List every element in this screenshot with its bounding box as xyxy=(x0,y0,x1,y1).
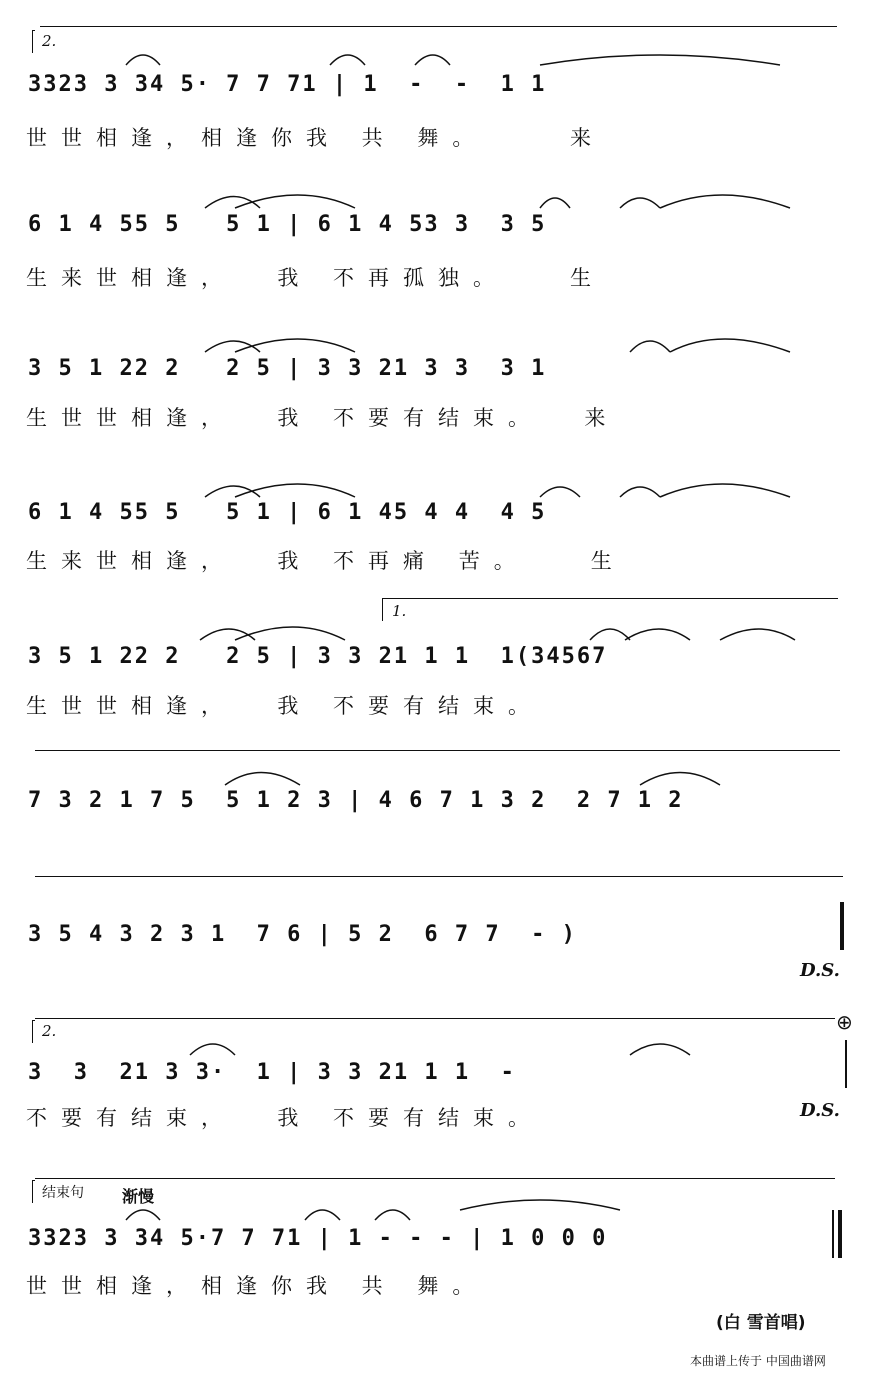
singer-credit: (白 雪首唱) xyxy=(716,1313,806,1333)
volta-label: 1. xyxy=(392,602,407,620)
system-line xyxy=(40,26,837,27)
volta-label: 2. xyxy=(42,32,57,50)
volta-bracket xyxy=(382,598,838,621)
lyrics-line: 生世世相逢， 我 不要有结束。 xyxy=(26,694,544,718)
system-line xyxy=(35,876,843,877)
dal-segno: D.S. xyxy=(800,1100,840,1121)
notation-line: 3 3 21 3 3· 1 | 3 3 21 1 1 - xyxy=(28,1060,516,1085)
notation-line: 7 3 2 1 7 5 5 1 2 3 | 4 6 7 1 3 2 2 7 1 2 xyxy=(28,788,684,813)
notation-line: 3 5 4 3 2 3 1 7 6 | 5 2 6 7 7 - ) xyxy=(28,922,577,947)
volta-bracket xyxy=(32,30,35,53)
notation-line: 6 1 4 55 5 5 1 | 6 1 4 53 3 3 5 xyxy=(28,212,547,237)
repeat-barline xyxy=(840,902,844,950)
system-line xyxy=(35,1178,835,1179)
system-line xyxy=(35,1018,835,1019)
lyrics-line: 生来世相逢， 我 不再孤独。 生 xyxy=(26,266,606,290)
final-barline xyxy=(838,1210,842,1258)
volta-bracket xyxy=(32,1180,35,1203)
lyrics-line: 世世相逢，相逢你我 共 舞。 来 xyxy=(26,126,606,150)
volta-bracket xyxy=(32,1020,35,1043)
lyrics-line: 不要有结束， 我 不要有结束。 xyxy=(26,1106,544,1130)
final-barline xyxy=(832,1210,834,1258)
notation-line: 3323 3 34 5· 7 7 71 | 1 - - 1 1 xyxy=(28,72,547,97)
lyrics-line: 生世世相逢， 我 不要有结束。 来 xyxy=(26,406,620,430)
repeat-barline xyxy=(845,1040,847,1088)
notation-line: 6 1 4 55 5 5 1 | 6 1 45 4 4 4 5 xyxy=(28,500,547,525)
notation-line: 3 5 1 22 2 2 5 | 3 3 21 3 3 3 1 xyxy=(28,356,547,381)
tempo-marking: 渐慢 xyxy=(122,1187,155,1206)
ending-label: 结束句 xyxy=(42,1185,84,1201)
lyrics-line: 生来世相逢， 我 不再痛 苦。 生 xyxy=(26,549,626,573)
coda-icon: ⊕ xyxy=(836,1010,853,1034)
upload-footer: 本曲谱上传于 中国曲谱网 xyxy=(690,1354,826,1368)
dal-segno: D.S. xyxy=(800,960,840,981)
system-line xyxy=(35,750,840,751)
notation-line: 3323 3 34 5·7 7 71 | 1 - - - | 1 0 0 0 xyxy=(28,1226,608,1251)
notation-line: 3 5 1 22 2 2 5 | 3 3 21 1 1 1(34567 xyxy=(28,644,608,669)
lyrics-line: 世世相逢，相逢你我 共 舞。 xyxy=(26,1274,488,1298)
volta-label: 2. xyxy=(42,1022,57,1040)
